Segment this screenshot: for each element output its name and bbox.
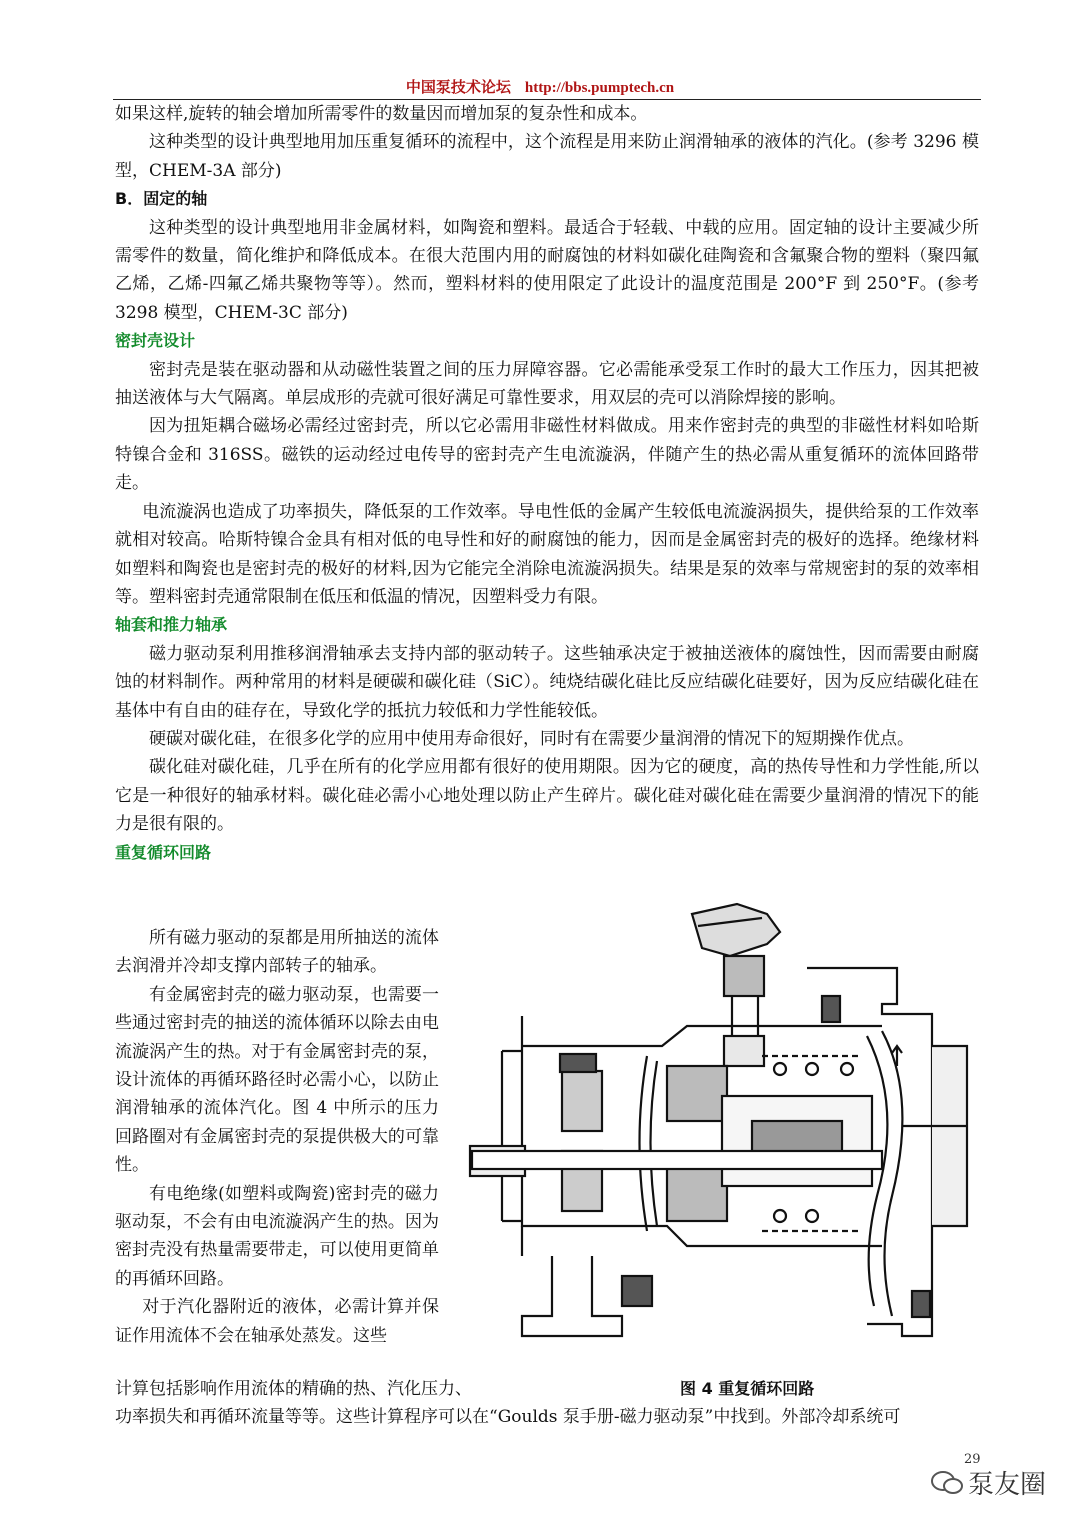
- paragraph: 碳化硅对碳化硅，几乎在所有的化学应用都有很好的使用期限。因为它的硬度，高的热传导性和力学性能,所以它是一种很好的轴承材料。碳化硅必需小心地处理以防止产生碎片。碳化硅对碳化硅在需要少量润滑的情况下的能力是很有限的。: [115, 757, 979, 835]
- text-line: 计算包括影响作用流体的精确的热、汽化压力、: [115, 1379, 472, 1399]
- watermark: [930, 1464, 1046, 1501]
- header-forum-name: 中国泵技术论坛: [405, 78, 511, 96]
- paragraph: 这种类型的设计典型地用非金属材料，如陶瓷和塑料。最适合于轻载、中载的应用。固定轴的设计主要减少所需零件的数量，简化维护和降低成本。在很大范围内用的耐腐蚀的材料如碳化硅陶瓷和含氟聚合物的塑料（聚四氟乙烯，乙烯-四氟乙烯共聚物等等）。然而，塑料材料的使用限定了此设计的温度范围是 200°F 到 250°F。(参考 3298 模型，CHEM-3C 部分): [115, 217, 979, 323]
- chat-bubble-icon: [930, 1469, 964, 1497]
- paragraph: 所有磁力驱动的泵都是用所抽送的流体去润滑并冷却支撑内部转子的轴承。: [115, 928, 439, 977]
- header-url[interactable]: http://bbs.pumptech.cn: [524, 80, 675, 96]
- paragraph: 有金属密封壳的磁力驱动泵，也需要一些通过密封壳的抽送的流体循环以除去由电流漩涡产生的热。对于有金属密封壳的泵，设计流体的再循环路径时必需小心，以防止润滑轴承的流体汽化。图 4 中所示的压力回路圈对有金属密封壳的泵提供极大的可靠性。: [115, 984, 439, 1176]
- paragraph: 有电绝缘(如塑料或陶瓷)密封壳的磁力驱动泵，不会有由电流漩涡产生的热。因为密封壳没有热量需要带走，可以使用更简单的再循环回路。: [115, 1183, 439, 1289]
- left-column-text: [115, 924, 439, 1350]
- paragraph: 磁力驱动泵利用推移润滑轴承去支持内部的驱动转子。这些轴承决定于被抽送液体的腐蚀性，因而需要由耐腐蚀的材料制作。两种常用的材料是硬碳和碳化硅（SiC）。纯烧结碳化硅比反应结碳化硅要好，因为反应结碳化硅在基体中有自由的硅存在，导致化学的抵抗力较低和力学性能较低。: [115, 643, 979, 721]
- paragraph: 这种类型的设计典型地用加压重复循环的流程中，这个流程是用来防止润滑轴承的液体的汽化。(参考 3296 模型，CHEM-3A 部分): [115, 132, 979, 181]
- section-heading-fixed-shaft: B．固定的轴: [115, 189, 208, 209]
- paragraph: 如果这样,旋转的轴会增加所需零件的数量因而增加泵的复杂性和成本。: [115, 104, 648, 124]
- watermark-text: 泵友圈: [968, 1470, 1047, 1500]
- section-heading-recirculation: 重复循环回路: [115, 842, 212, 862]
- page-number: 29: [964, 1452, 981, 1467]
- paragraph: 密封壳是装在驱动器和从动磁性装置之间的压力屏障容器。它必需能承受泵工作时的最大工作压力，因其把被抽送液体与大气隔离。单层成形的壳就可很好满足可靠性要求，用双层的壳可以消除焊接的影响。: [115, 359, 979, 409]
- text-line: 功率损失和再循环流量等等。这些计算程序可以在“Goulds 泵手册-磁力驱动泵”中找到。外部冷却系统可: [115, 1407, 901, 1427]
- paragraph: 对于汽化器附近的液体，必需计算并保证作用流体不会在轴承处蒸发。这些: [115, 1297, 439, 1346]
- page-header: [0, 76, 1080, 97]
- figure-caption: 图 4 重复循环回路: [680, 1379, 815, 1398]
- main-text-block: [115, 100, 979, 867]
- section-heading-shell-design: 密封壳设计: [115, 331, 196, 351]
- section-heading-bearings: 轴套和推力轴承: [115, 615, 228, 635]
- paragraph: 电流漩涡也造成了功率损失，降低泵的工作效率。导电性低的金属产生较低电流漩涡损失，提供给泵的工作效率就相对较高。哈斯特镍合金具有相对低的电导性和好的耐腐蚀的能力，因而是金属密封壳的极好的选择。绝缘材料如塑料和陶瓷也是密封壳的极好的材料,因为它能完全消除电流漩涡损失。结果是泵的效率与常规密封的泵的效率相等。塑料密封壳通常限制在低压和低温的情况，因塑料受力有限。: [115, 501, 979, 607]
- pump-cross-section-figure: [462, 896, 984, 1346]
- paragraph: 因为扭矩耦合磁场必需经过密封壳，所以它必需用非磁性材料做成。用来作密封壳的典型的非磁性材料如哈斯特镍合金和 316SS。磁铁的运动经过电传导的密封壳产生电流漩涡，伴随产生的热必需从重复循环的流体回路带走。: [115, 416, 979, 494]
- paragraph: 硬碳对碳化硅，在很多化学的应用中使用寿命很好，同时有在需要少量润滑的情况下的短期操作优点。: [149, 728, 914, 749]
